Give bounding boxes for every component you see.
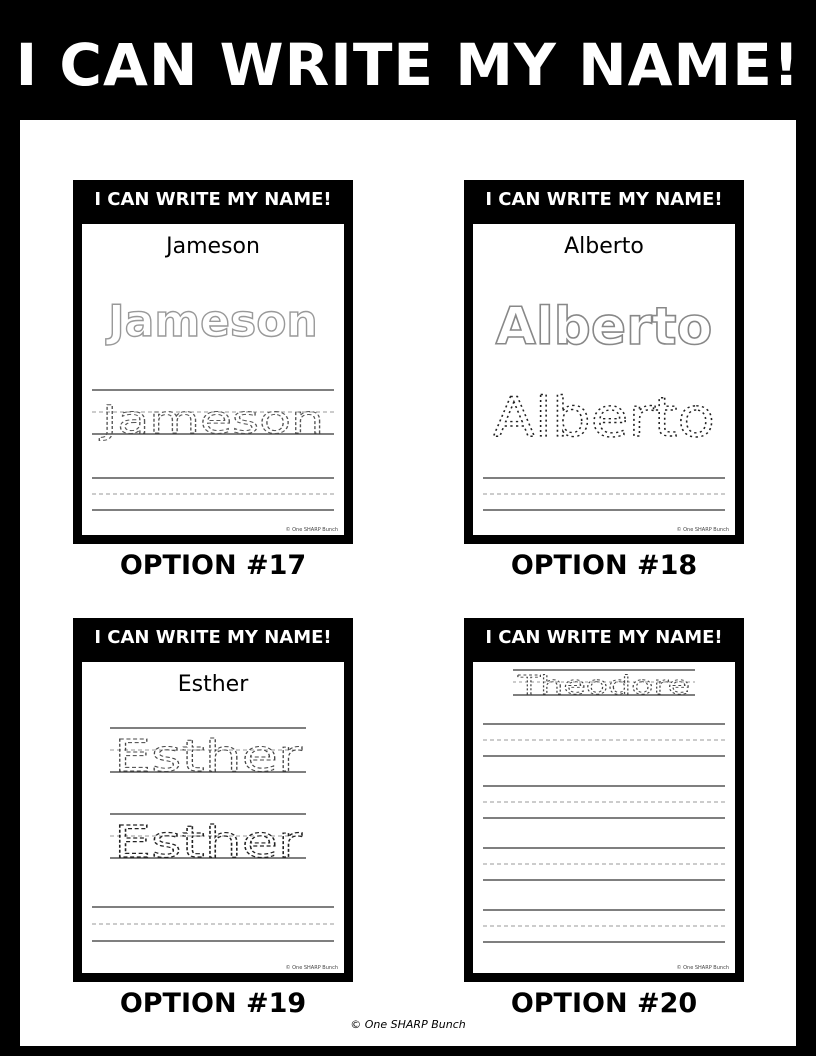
card-sheet <box>80 660 346 975</box>
tracing-practice <box>473 662 735 973</box>
card-title: I CAN WRITE MY NAME! <box>485 188 723 210</box>
tracing-practice <box>473 224 735 535</box>
card-sheet <box>471 222 737 537</box>
card-name: Jameson <box>166 234 260 259</box>
page-header <box>10 10 806 120</box>
card-name: Alberto <box>564 234 644 259</box>
worksheet-card-option-19 <box>73 618 353 982</box>
card-sheet <box>471 660 737 975</box>
card-title: I CAN WRITE MY NAME! <box>485 626 723 648</box>
card-copyright: © One SHARP Bunch <box>285 527 338 533</box>
card-copyright: © One SHARP Bunch <box>676 965 729 971</box>
numbered-trace-name: Theodore <box>516 671 690 701</box>
option-label-18: OPTION #18 <box>510 550 698 581</box>
worksheet-frame <box>10 10 806 1046</box>
card-sheet <box>80 222 346 537</box>
dotted-trace-name: Alberto <box>493 386 715 449</box>
option-label-20: OPTION #20 <box>510 988 698 1019</box>
card-title: I CAN WRITE MY NAME! <box>94 188 332 210</box>
card-copyright: © One SHARP Bunch <box>285 965 338 971</box>
tracing-practice <box>82 224 344 535</box>
numbered-trace-name: Esther <box>114 731 304 782</box>
page-title: I CAN WRITE MY NAME! <box>15 31 801 99</box>
dotted-trace-name: Jameson <box>99 398 324 442</box>
card-title: I CAN WRITE MY NAME! <box>94 626 332 648</box>
worksheet-card-option-17 <box>73 180 353 544</box>
worksheet-paper <box>20 120 796 1046</box>
bubble-trace-name: Jameson <box>108 296 318 347</box>
worksheet-card-option-20 <box>464 618 744 982</box>
tracing-practice <box>82 662 344 973</box>
bubble-trace-name: Alberto <box>495 297 713 357</box>
option-label-19: OPTION #19 <box>119 988 307 1019</box>
dotted-trace-name: Esther <box>114 817 304 868</box>
card-name: Esther <box>177 672 249 697</box>
worksheet-card-option-18 <box>464 180 744 544</box>
footer-copyright: © One SHARP Bunch <box>350 1018 466 1031</box>
card-copyright: © One SHARP Bunch <box>676 527 729 533</box>
option-label-17: OPTION #17 <box>119 550 307 581</box>
